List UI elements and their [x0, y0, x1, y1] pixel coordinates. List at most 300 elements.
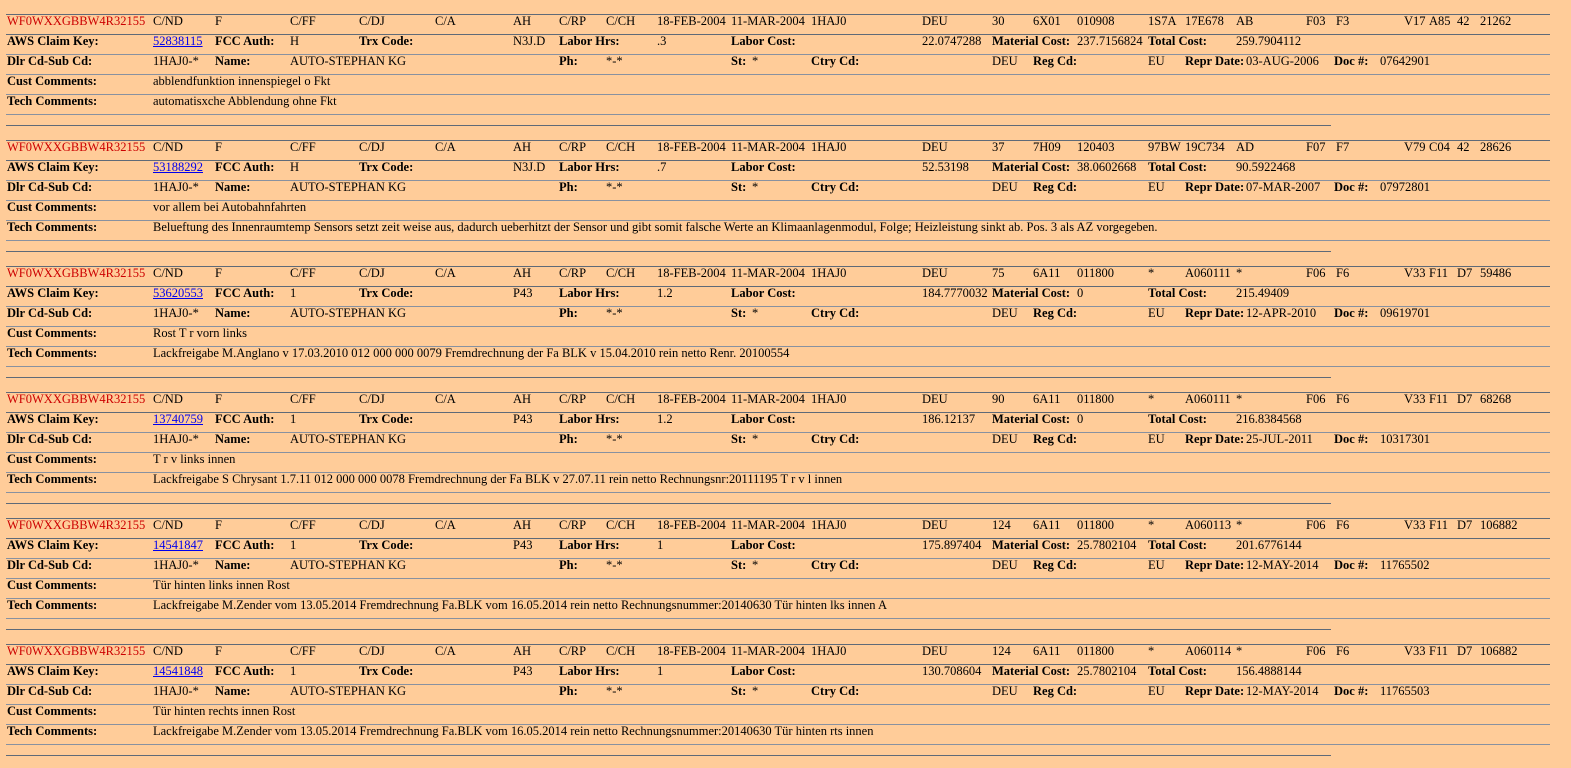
aws-claim-link[interactable]: 14541847 [153, 538, 203, 552]
row-divider [6, 240, 1550, 241]
plant-cell: 1HAJ0 [811, 644, 847, 658]
code2-cell: 011800 [1077, 392, 1115, 406]
plant-cell: 1HAJ0 [811, 140, 847, 154]
labor-cost-value: 184.7770032 [922, 286, 988, 300]
ph-value: *-* [606, 180, 623, 194]
doc-value: 07642901 [1380, 54, 1430, 68]
fcc-value: H [290, 160, 300, 174]
trx-label: Trx Code: [359, 538, 414, 552]
ph-value: *-* [606, 54, 623, 68]
code9-cell: F11 [1429, 392, 1448, 406]
material-cost-value: 0 [1077, 412, 1084, 426]
row-divider [6, 744, 1550, 745]
code5-cell: * [1236, 392, 1243, 406]
aws-claim-link[interactable]: 53620553 [153, 286, 203, 300]
material-cost-value: 0 [1077, 286, 1084, 300]
ctry-value: DEU [992, 180, 1018, 194]
aws-label: AWS Claim Key: [7, 160, 99, 174]
country-cell: DEU [922, 518, 948, 532]
doc-label: Doc #: [1334, 684, 1369, 698]
cust-comments-row [0, 72, 1560, 91]
material-cost-label: Material Cost: [992, 34, 1071, 48]
doc-label: Doc #: [1334, 306, 1369, 320]
name-label: Name: [215, 558, 251, 572]
code11-cell: 28626 [1480, 140, 1512, 154]
ah-label: AH [513, 140, 532, 154]
cust-comments-label: Cust Comments: [7, 74, 97, 88]
plant-cell: 1HAJ0 [811, 392, 847, 406]
material-cost-value: 237.7156824 [1077, 34, 1143, 48]
cff-label: C/FF [290, 14, 316, 28]
claim-header-row [0, 516, 1560, 535]
code2-cell: 010908 [1077, 14, 1115, 28]
cust-comments-label: Cust Comments: [7, 704, 97, 718]
cnd-label: C/ND [153, 140, 183, 154]
st-label: St: [731, 180, 747, 194]
trx-value: N3J.D [513, 34, 546, 48]
total-cost-value: 201.6776144 [1236, 538, 1302, 552]
row-divider [6, 114, 1550, 115]
code6-cell: F06 [1306, 644, 1326, 658]
dlr-label: Dlr Cd-Sub Cd: [7, 558, 93, 572]
material-cost-label: Material Cost: [992, 286, 1071, 300]
ph-label: Ph: [559, 180, 578, 194]
cnd-label: C/ND [153, 392, 183, 406]
code2-cell: 120403 [1077, 140, 1115, 154]
trx-label: Trx Code: [359, 412, 414, 426]
cust-comments-label: Cust Comments: [7, 326, 97, 340]
doc-value: 11765503 [1380, 684, 1430, 698]
ph-label: Ph: [559, 558, 578, 572]
labor-hrs-label: Labor Hrs: [559, 412, 620, 426]
aws-claim-link[interactable]: 14541848 [153, 664, 203, 678]
dealer-row [0, 682, 1560, 701]
plant-cell: 1HAJ0 [811, 14, 847, 28]
fcc-label: FCC Auth: [215, 538, 275, 552]
labor-cost-label: Labor Cost: [731, 538, 796, 552]
total-cost-label: Total Cost: [1148, 664, 1207, 678]
dealer-row [0, 178, 1560, 197]
code5-cell: AB [1236, 14, 1254, 28]
claim-record [0, 138, 1571, 264]
repr-date-label: Repr Date: [1185, 306, 1245, 320]
labor-hrs-label: Labor Hrs: [559, 538, 620, 552]
record-separator [6, 125, 1331, 126]
vin-cell: WF0WXXGBBW4R32155 [7, 392, 146, 406]
code5-cell: * [1236, 266, 1243, 280]
code9-cell: F11 [1429, 518, 1448, 532]
cust-comments-value: Tür hinten rechts innen Rost [153, 704, 296, 718]
material-cost-value: 38.0602668 [1077, 160, 1137, 174]
ph-value: *-* [606, 684, 623, 698]
doc-label: Doc #: [1334, 180, 1369, 194]
claim-header-row [0, 642, 1560, 661]
code1-cell: 6A11 [1033, 644, 1061, 658]
tech-comments-value: Belueftung des Innenraumtemp Sensors setzt zeit weise aus, dadurch ueberhitzt der Sensor und gibt somit falsche Werte an Klimaanlagenmodul, Folge; Heizleistung sinkt ab. Pos. 3 als AZ vorgegeben. [153, 220, 1158, 234]
tech-comments-row [0, 92, 1560, 111]
labor-cost-value: 175.897404 [922, 538, 982, 552]
labor-hrs-value: .3 [657, 34, 667, 48]
name-label: Name: [215, 684, 251, 698]
code1-cell: 6A11 [1033, 518, 1061, 532]
cdj-label: C/DJ [359, 266, 385, 280]
doc-label: Doc #: [1334, 432, 1369, 446]
tech-comments-value: Lackfreigabe S Chrysant 1.7.11 012 000 000 0078 Fremdrechnung der Fa BLK v 27.07.11 rein netto Rechnungsnr:20111195 T r v l innen [153, 472, 843, 486]
fcc-label: FCC Auth: [215, 286, 275, 300]
code1-cell: 7H09 [1033, 140, 1061, 154]
cch-label: C/CH [606, 14, 636, 28]
dlr-label: Dlr Cd-Sub Cd: [7, 306, 93, 320]
plant-cell: 1HAJ0 [811, 266, 847, 280]
ctry-label: Ctry Cd: [811, 432, 860, 446]
cust-comments-label: Cust Comments: [7, 578, 97, 592]
trx-value: P43 [513, 538, 533, 552]
code11-cell: 68268 [1480, 392, 1512, 406]
code3-cell: 97BW [1148, 140, 1181, 154]
ctry-value: DEU [992, 54, 1018, 68]
code10-cell: D7 [1457, 392, 1473, 406]
tech-comments-row [0, 722, 1560, 741]
dlr-value: 1HAJ0-* [153, 180, 199, 194]
f-label: F [215, 266, 222, 280]
code9-cell: C04 [1429, 140, 1450, 154]
name-label: Name: [215, 180, 251, 194]
labor-cost-label: Labor Cost: [731, 664, 796, 678]
labor-hrs-value: 1 [657, 664, 664, 678]
cnd-label: C/ND [153, 518, 183, 532]
seq-cell: 37 [992, 140, 1005, 154]
vin-cell: WF0WXXGBBW4R32155 [7, 518, 146, 532]
name-value: AUTO-STEPHAN KG [290, 558, 407, 572]
material-cost-label: Material Cost: [992, 412, 1071, 426]
ah-label: AH [513, 392, 532, 406]
reg-label: Reg Cd: [1033, 54, 1078, 68]
date1-cell: 18-FEB-2004 [657, 14, 726, 28]
claim-key-row [0, 410, 1560, 429]
ctry-label: Ctry Cd: [811, 306, 860, 320]
claim-key-row [0, 32, 1560, 51]
ph-value: *-* [606, 306, 623, 320]
f-label: F [215, 518, 222, 532]
code11-cell: 106882 [1480, 518, 1518, 532]
code7-cell: F6 [1336, 518, 1350, 532]
country-cell: DEU [922, 14, 948, 28]
ph-value: *-* [606, 558, 623, 572]
total-cost-value: 156.4888144 [1236, 664, 1302, 678]
st-value: * [752, 558, 759, 572]
cust-comments-label: Cust Comments: [7, 452, 97, 466]
tech-comments-value: automatisxche Abblendung ohne Fkt [153, 94, 337, 108]
ah-label: AH [513, 266, 532, 280]
code1-cell: 6A11 [1033, 266, 1061, 280]
ca-label: C/A [435, 140, 456, 154]
repr-date-label: Repr Date: [1185, 684, 1245, 698]
code10-cell: D7 [1457, 644, 1473, 658]
code3-cell: * [1148, 644, 1155, 658]
date2-cell: 11-MAR-2004 [731, 266, 805, 280]
code6-cell: F06 [1306, 392, 1326, 406]
code6-cell: F03 [1306, 14, 1326, 28]
ca-label: C/A [435, 266, 456, 280]
code2-cell: 011800 [1077, 644, 1115, 658]
code4-cell: A060111 [1185, 266, 1231, 280]
trx-label: Trx Code: [359, 160, 414, 174]
st-value: * [752, 684, 759, 698]
seq-cell: 90 [992, 392, 1005, 406]
cust-comments-value: T r v links innen [153, 452, 236, 466]
aws-claim-link[interactable]: 52838115 [153, 34, 203, 48]
tech-comments-label: Tech Comments: [7, 724, 98, 738]
crp-label: C/RP [559, 140, 587, 154]
repr-date-value: 07-MAR-2007 [1246, 180, 1321, 194]
tech-comments-value: Lackfreigabe M.Zender vom 13.05.2014 Fremdrechnung Fa.BLK vom 16.05.2014 rein netto Rechnungsnummer:20140630 Tür hinten rts innen [153, 724, 874, 738]
code9-cell: F11 [1429, 266, 1448, 280]
ctry-label: Ctry Cd: [811, 558, 860, 572]
code11-cell: 106882 [1480, 644, 1518, 658]
dlr-value: 1HAJ0-* [153, 558, 199, 572]
labor-hrs-value: 1 [657, 538, 664, 552]
name-label: Name: [215, 54, 251, 68]
dealer-row [0, 430, 1560, 449]
code5-cell: * [1236, 518, 1243, 532]
reg-label: Reg Cd: [1033, 684, 1078, 698]
code4-cell: A060114 [1185, 644, 1232, 658]
st-label: St: [731, 54, 747, 68]
doc-value: 10317301 [1380, 432, 1430, 446]
date2-cell: 11-MAR-2004 [731, 140, 805, 154]
ah-label: AH [513, 644, 532, 658]
cust-comments-row [0, 450, 1560, 469]
ah-label: AH [513, 14, 532, 28]
name-label: Name: [215, 306, 251, 320]
doc-value: 11765502 [1380, 558, 1430, 572]
labor-cost-value: 52.53198 [922, 160, 969, 174]
fcc-label: FCC Auth: [215, 34, 275, 48]
ph-label: Ph: [559, 432, 578, 446]
date1-cell: 18-FEB-2004 [657, 518, 726, 532]
trx-label: Trx Code: [359, 664, 414, 678]
fcc-value: 1 [290, 664, 297, 678]
record-separator [6, 755, 1331, 756]
code9-cell: A85 [1429, 14, 1451, 28]
trx-label: Trx Code: [359, 286, 414, 300]
ph-label: Ph: [559, 54, 578, 68]
repr-date-value: 03-AUG-2006 [1246, 54, 1319, 68]
cff-label: C/FF [290, 140, 316, 154]
code6-cell: F07 [1306, 140, 1326, 154]
dlr-value: 1HAJ0-* [153, 684, 199, 698]
code6-cell: F06 [1306, 266, 1326, 280]
claim-key-row [0, 662, 1560, 681]
f-label: F [215, 140, 222, 154]
st-label: St: [731, 558, 747, 572]
cff-label: C/FF [290, 266, 316, 280]
tech-comments-label: Tech Comments: [7, 346, 98, 360]
code7-cell: F6 [1336, 392, 1350, 406]
claim-header-row [0, 390, 1560, 409]
seq-cell: 124 [992, 518, 1011, 532]
tech-comments-label: Tech Comments: [7, 472, 98, 486]
plant-cell: 1HAJ0 [811, 518, 847, 532]
labor-hrs-label: Labor Hrs: [559, 160, 620, 174]
code3-cell: * [1148, 266, 1155, 280]
cdj-label: C/DJ [359, 140, 385, 154]
code7-cell: F7 [1336, 140, 1350, 154]
st-label: St: [731, 684, 747, 698]
st-label: St: [731, 306, 747, 320]
date1-cell: 18-FEB-2004 [657, 392, 726, 406]
date2-cell: 11-MAR-2004 [731, 392, 805, 406]
code5-cell: AD [1236, 140, 1255, 154]
labor-hrs-label: Labor Hrs: [559, 34, 620, 48]
dlr-label: Dlr Cd-Sub Cd: [7, 684, 93, 698]
row-divider [6, 366, 1550, 367]
total-cost-value: 215.49409 [1236, 286, 1290, 300]
ah-label: AH [513, 518, 532, 532]
claim-record [0, 516, 1571, 642]
fcc-label: FCC Auth: [215, 664, 275, 678]
vin-cell: WF0WXXGBBW4R32155 [7, 266, 146, 280]
cff-label: C/FF [290, 644, 316, 658]
dealer-row [0, 304, 1560, 323]
aws-claim-link[interactable]: 13740759 [153, 412, 203, 426]
reg-value: EU [1148, 432, 1165, 446]
cust-comments-value: Rost T r vorn links [153, 326, 247, 340]
material-cost-value: 25.7802104 [1077, 664, 1137, 678]
ctry-label: Ctry Cd: [811, 54, 860, 68]
code8-cell: V33 [1404, 266, 1426, 280]
cch-label: C/CH [606, 392, 636, 406]
reg-value: EU [1148, 684, 1165, 698]
f-label: F [215, 392, 222, 406]
claim-key-row [0, 284, 1560, 303]
code8-cell: V33 [1404, 392, 1426, 406]
repr-date-value: 25-JUL-2011 [1246, 432, 1313, 446]
claim-record [0, 390, 1571, 516]
code8-cell: V33 [1404, 518, 1426, 532]
cust-comments-row [0, 324, 1560, 343]
trx-label: Trx Code: [359, 34, 414, 48]
reg-label: Reg Cd: [1033, 180, 1078, 194]
name-value: AUTO-STEPHAN KG [290, 432, 407, 446]
st-value: * [752, 54, 759, 68]
country-cell: DEU [922, 392, 948, 406]
date2-cell: 11-MAR-2004 [731, 14, 805, 28]
ca-label: C/A [435, 392, 456, 406]
reg-value: EU [1148, 180, 1165, 194]
fcc-value: 1 [290, 538, 297, 552]
row-divider [6, 492, 1550, 493]
f-label: F [215, 14, 222, 28]
date1-cell: 18-FEB-2004 [657, 644, 726, 658]
dlr-value: 1HAJ0-* [153, 432, 199, 446]
dealer-row [0, 556, 1560, 575]
country-cell: DEU [922, 140, 948, 154]
reg-label: Reg Cd: [1033, 306, 1078, 320]
total-cost-label: Total Cost: [1148, 286, 1207, 300]
st-value: * [752, 306, 759, 320]
cdj-label: C/DJ [359, 392, 385, 406]
code8-cell: V17 [1404, 14, 1426, 28]
cust-comments-value: abblendfunktion innenspiegel o Fkt [153, 74, 331, 88]
tech-comments-label: Tech Comments: [7, 598, 98, 612]
total-cost-label: Total Cost: [1148, 412, 1207, 426]
doc-label: Doc #: [1334, 54, 1369, 68]
date1-cell: 18-FEB-2004 [657, 266, 726, 280]
tech-comments-row [0, 218, 1560, 237]
tech-comments-value: Lackfreigabe M.Zender vom 13.05.2014 Fremdrechnung Fa.BLK vom 16.05.2014 rein netto Rechnungsnummer:20140630 Tür hinten lks innen A [153, 598, 888, 612]
aws-label: AWS Claim Key: [7, 538, 99, 552]
tech-comments-value: Lackfreigabe M.Anglano v 17.03.2010 012 000 000 0079 Fremdrechnung der Fa BLK v 15.04.2010 rein netto Renr. 20100554 [153, 346, 790, 360]
country-cell: DEU [922, 266, 948, 280]
code10-cell: 42 [1457, 14, 1470, 28]
name-value: AUTO-STEPHAN KG [290, 684, 407, 698]
trx-value: P43 [513, 286, 533, 300]
repr-date-value: 12-APR-2010 [1246, 306, 1317, 320]
material-cost-label: Material Cost: [992, 664, 1071, 678]
cust-comments-value: Tür hinten links innen Rost [153, 578, 290, 592]
name-label: Name: [215, 432, 251, 446]
cch-label: C/CH [606, 266, 636, 280]
labor-hrs-label: Labor Hrs: [559, 664, 620, 678]
labor-cost-value: 186.12137 [922, 412, 976, 426]
aws-claim-link[interactable]: 53188292 [153, 160, 203, 174]
ctry-value: DEU [992, 306, 1018, 320]
dlr-value: 1HAJ0-* [153, 54, 199, 68]
date2-cell: 11-MAR-2004 [731, 644, 805, 658]
code4-cell: A060111 [1185, 392, 1231, 406]
code8-cell: V79 [1404, 140, 1426, 154]
tech-comments-row [0, 470, 1560, 489]
trx-value: N3J.D [513, 160, 546, 174]
ctry-value: DEU [992, 432, 1018, 446]
code4-cell: A060113 [1185, 518, 1232, 532]
cff-label: C/FF [290, 392, 316, 406]
date1-cell: 18-FEB-2004 [657, 140, 726, 154]
st-value: * [752, 432, 759, 446]
cch-label: C/CH [606, 518, 636, 532]
name-value: AUTO-STEPHAN KG [290, 306, 407, 320]
seq-cell: 30 [992, 14, 1005, 28]
material-cost-label: Material Cost: [992, 538, 1071, 552]
repr-date-label: Repr Date: [1185, 432, 1245, 446]
crp-label: C/RP [559, 644, 587, 658]
cch-label: C/CH [606, 140, 636, 154]
crp-label: C/RP [559, 392, 587, 406]
cnd-label: C/ND [153, 14, 183, 28]
row-divider [6, 618, 1550, 619]
ca-label: C/A [435, 14, 456, 28]
fcc-value: H [290, 34, 300, 48]
cust-comments-row [0, 576, 1560, 595]
code10-cell: D7 [1457, 266, 1473, 280]
reg-label: Reg Cd: [1033, 558, 1078, 572]
aws-label: AWS Claim Key: [7, 286, 99, 300]
total-cost-value: 216.8384568 [1236, 412, 1302, 426]
reg-value: EU [1148, 306, 1165, 320]
cust-comments-label: Cust Comments: [7, 200, 97, 214]
code11-cell: 21262 [1480, 14, 1512, 28]
claim-key-row [0, 158, 1560, 177]
total-cost-label: Total Cost: [1148, 160, 1207, 174]
aws-label: AWS Claim Key: [7, 34, 99, 48]
code7-cell: F3 [1336, 14, 1350, 28]
fcc-label: FCC Auth: [215, 160, 275, 174]
seq-cell: 124 [992, 644, 1011, 658]
labor-hrs-label: Labor Hrs: [559, 286, 620, 300]
code9-cell: F11 [1429, 644, 1448, 658]
cust-comments-row [0, 702, 1560, 721]
